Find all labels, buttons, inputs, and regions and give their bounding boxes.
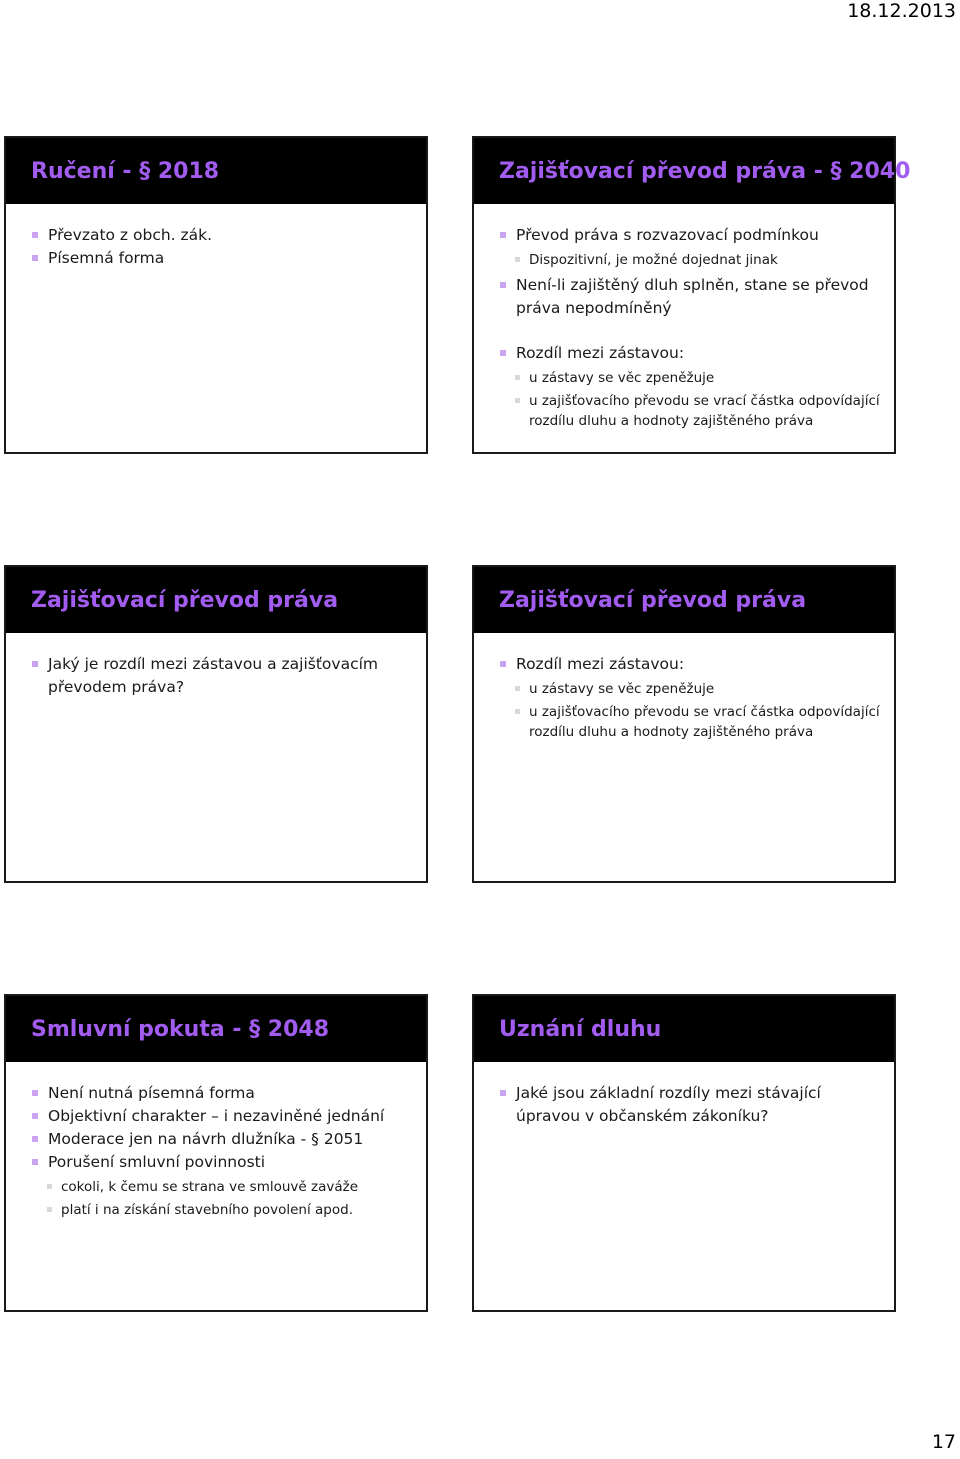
sub-bullet-item: Dispozitivní, je možné dojednat jinak	[500, 250, 880, 270]
bullet-list	[500, 653, 880, 742]
bullet-item: Není nutná písemná forma	[32, 1082, 412, 1105]
slide-title-bar	[474, 567, 894, 633]
sub-bullet-item: platí i na získání stavebního povolení apod.	[32, 1200, 412, 1220]
bullet-item: Převzato z obch. zák.	[32, 224, 412, 247]
bullet-item: Písemná forma	[32, 247, 412, 270]
slide-title: Zajišťovací převod práva	[31, 587, 339, 613]
print-date: 18.12.2013	[847, 0, 956, 22]
bullet-item: Rozdíl mezi zástavou:	[500, 653, 880, 676]
sub-bullet-item: u zástavy se věc zpeněžuje	[500, 679, 880, 699]
bullet-list	[500, 1082, 880, 1128]
bullet-list	[32, 1082, 412, 1220]
slide-title-bar	[6, 138, 426, 204]
slide-title: Ručení - § 2018	[31, 158, 220, 184]
slide-title-bar	[6, 996, 426, 1062]
slide-smluvni-pokuta	[4, 994, 428, 1312]
slide-title-bar	[474, 138, 911, 204]
slide-title-bar	[6, 567, 426, 633]
page-number: 17	[931, 1431, 956, 1453]
bullet-item: Jaké jsou základní rozdíly mezi stávající úpravou v občanském zákoníku?	[500, 1082, 880, 1128]
sub-bullet-item: u zajišťovacího převodu se vrací částka odpovídající rozdílu dluhu a hodnoty zajištěného práva	[500, 702, 880, 742]
slide-title-bar	[474, 996, 894, 1062]
bullet-item: Jaký je rozdíl mezi zástavou a zajišťovacím převodem práva?	[32, 653, 412, 699]
bullet-list	[32, 224, 412, 270]
bullet-item: Převod práva s rozvazovací podmínkou	[500, 224, 880, 247]
bullet-list	[500, 224, 880, 431]
slide-zajistovaci-prevod-2040	[472, 136, 911, 454]
bullet-item: Porušení smluvní povinnosti	[32, 1151, 412, 1174]
slide-title: Smluvní pokuta - § 2048	[31, 1016, 330, 1042]
sub-bullet-item: cokoli, k čemu se strana ve smlouvě zaváže	[32, 1177, 412, 1197]
bullet-item: Není-li zajištěný dluh splněn, stane se převod práva nepodmíněný	[500, 274, 880, 320]
slide-title: Uznání dluhu	[499, 1016, 662, 1042]
slide-zajistovaci-prevod-odpoved	[472, 565, 896, 883]
slide-title: Zajišťovací převod práva	[499, 587, 807, 613]
bullet-item: Rozdíl mezi zástavou:	[500, 342, 880, 365]
sub-bullet-item: u zástavy se věc zpeněžuje	[500, 368, 880, 388]
bullet-list	[32, 653, 412, 699]
sub-bullet-item: u zajišťovacího převodu se vrací částka odpovídající rozdílu dluhu a hodnoty zajištěného práva	[500, 391, 880, 431]
slide-title: Zajišťovací převod práva - § 2040	[499, 158, 911, 184]
slide-rucení	[4, 136, 428, 454]
bullet-item: Moderace jen na návrh dlužníka - § 2051	[32, 1128, 412, 1151]
slide-zajistovaci-prevod-otazka	[4, 565, 428, 883]
bullet-item: Objektivní charakter – i nezaviněné jednání	[32, 1105, 412, 1128]
slide-uznani-dluhu	[472, 994, 896, 1312]
